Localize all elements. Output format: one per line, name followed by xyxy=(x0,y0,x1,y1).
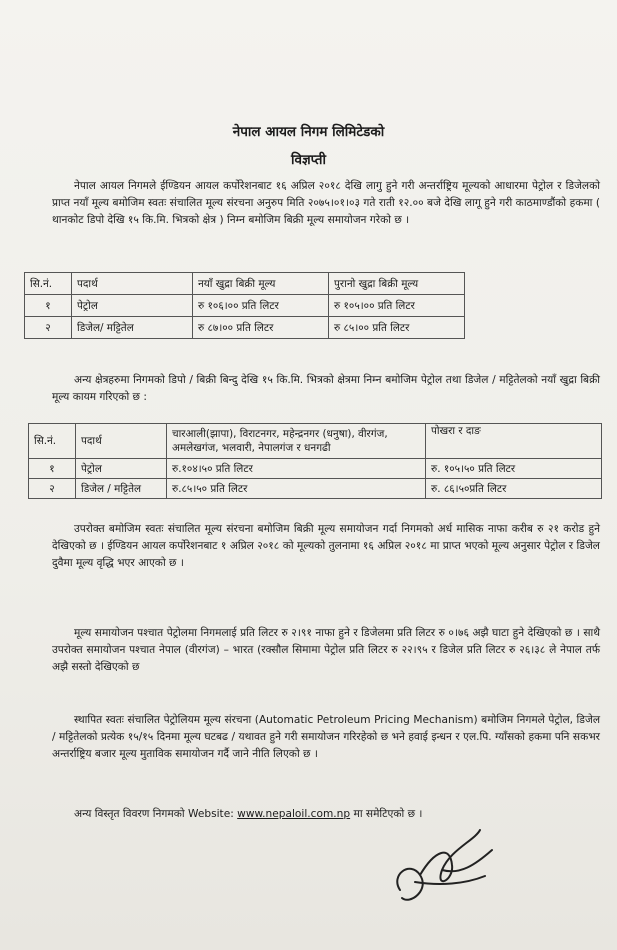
table-row xyxy=(29,459,602,479)
table-cell: १ xyxy=(25,295,72,317)
table-row xyxy=(25,295,465,317)
table-cell: रु.१०४।५० प्रति लिटर xyxy=(167,459,426,479)
table-header-cell: सि.नं. xyxy=(29,424,76,459)
table-cell: रु. ८६।५०प्रति लिटर xyxy=(426,479,602,499)
table-header-cell: नयाँ खुद्रा बिक्री मूल्य xyxy=(193,273,329,295)
footer-suffix: मा समेटिएको छ । xyxy=(353,808,423,820)
table-header-row xyxy=(25,273,465,295)
table-header-cell: पदार्थ xyxy=(72,273,193,295)
page-title: नेपाल आयल निगम लिमिटेडको xyxy=(232,124,385,140)
price-table-other-regions xyxy=(28,423,602,499)
table-row xyxy=(25,317,465,339)
page-subtitle: विज्ञप्ती xyxy=(290,152,326,168)
table-cell: रु १०६।०० प्रति लिटर xyxy=(193,295,329,317)
table-cell: रु.८५।५० प्रति लिटर xyxy=(167,479,426,499)
table-cell: रु. १०५।५० प्रति लिटर xyxy=(426,459,602,479)
table-cell: रु ८५।०० प्रति लिटर xyxy=(329,317,465,339)
table-cell: डिजेल / मट्टितेल xyxy=(76,479,167,499)
website-link[interactable]: www.nepaloil.com.np xyxy=(237,808,351,820)
table-cell: रु १०५।०० प्रति लिटर xyxy=(329,295,465,317)
third-paragraph: उपरोक्त बमोजिम स्वतः संचालित मूल्य संरचना बमोजिम बिक्री मूल्य समायोजन गर्दा निगमको अर्ध मासिक नाफा करीब रु २१ करोड हुने देखिएको छ । ईण्डियन आयल कर्पोरेशनबाट १ अप्रिल २०१८ को मूल्यको तुलनामा १६ अप्रिल २०१८ मा प्राप्त भएको मूल्य अनुसार पेट्रोल र डिजेल दुवैमा मूल्य वृद्धि भएर आएको छ । xyxy=(52,523,600,569)
table-header-cell: पोखरा र दाङ xyxy=(426,424,602,459)
table-cell: रु ८७।०० प्रति लिटर xyxy=(193,317,329,339)
table-header-cell: चारआली(झापा), विराटनगर, महेन्द्रनगर (धनुषा), वीरगंज, अमलेखगंज, भलवारी, नेपालगंज र धनगढी xyxy=(167,424,426,459)
table-cell: पेट्रोल xyxy=(76,459,167,479)
table-header-cell: सि.नं. xyxy=(25,273,72,295)
table-cell: डिजेल/ मट्टितेल xyxy=(72,317,193,339)
footer-prefix: अन्य विस्तृत विवरण निगमको Website: xyxy=(74,808,234,820)
table-cell: २ xyxy=(25,317,72,339)
table-cell: पेट्रोल xyxy=(72,295,193,317)
footer-line xyxy=(74,806,617,823)
table-row xyxy=(29,479,602,499)
table-cell: २ xyxy=(29,479,76,499)
fourth-paragraph: मूल्य समायोजन पश्चात पेट्रोलमा निगमलाई प्रति लिटर रु २।९१ नाफा हुने र डिजेलमा प्रति लिटर रु ०।७६ अझै घाटा हुने देखिएको छ । साथै उपरोक्त समायोजन पश्चात नेपाल (वीरगंज) – भारत (रक्सौल सिमामा पेट्रोल प्रति लिटर रु २२।९५ र डिजेल प्रति लिटर रु २६।३८ ले नेपाल तर्फ अझै सस्तो देखिएको छ xyxy=(52,627,600,673)
table-header-cell: पदार्थ xyxy=(76,424,167,459)
signature-icon xyxy=(380,820,510,910)
second-paragraph: अन्य क्षेत्रहरुमा निगमको डिपो / बिक्री बिन्दु देखि १५ कि.मि. भित्रको क्षेत्रमा निम्न बमोजिम पेट्रोल तथा डिजेल / मट्टितेलको नयाँ खुद्रा बिक्री मूल्य कायम गरिएको छ : xyxy=(52,374,600,403)
price-table-kathmandu xyxy=(24,272,465,339)
table-header-row xyxy=(29,424,602,459)
table-cell: १ xyxy=(29,459,76,479)
fifth-paragraph: स्थापित स्वतः संचालित पेट्रोलियम मूल्य संरचना (Automatic Petroleum Pricing Mechanism) बमोजिम निगमले पेट्रोल, डिजेल / मट्टितेलको प्रत्येक १५/१५ दिनमा मूल्य घटबढ / यथावत हुने गरी समायोजन गरिरहेको छ भने हवाई इन्धन र एल.पि. ग्याँसको हकमा पनि सकभर अन्तर्राष्ट्रिय बजार मूल्य मुताविक समायोजन गर्दै जाने नीति लिएको छ । xyxy=(52,714,600,760)
intro-paragraph: नेपाल आयल निगमले ईण्डियन आयल कर्पोरेशनबाट १६ अप्रिल २०१८ देखि लागु हुने गरी अन्तर्राष्ट्रिय मूल्यको आधारमा पेट्रोल र डिजेलको प्राप्त नयाँ मूल्य बमोजिम स्वतः संचालित मूल्य संरचना अनुरुप मिति २०७५।०१।०३ गते राती १२.०० बजे देखि लागू हुने गरी काठमाण्डौंको हकमा ( थानकोट डिपो देखि १५ कि.मि. भित्रको क्षेत्र ) निम्न बमोजिम बिक्री मूल्य समायोजन गरेको छ । xyxy=(52,180,600,226)
table-header-cell: पुरानो खुद्रा बिक्री मूल्य xyxy=(329,273,465,295)
